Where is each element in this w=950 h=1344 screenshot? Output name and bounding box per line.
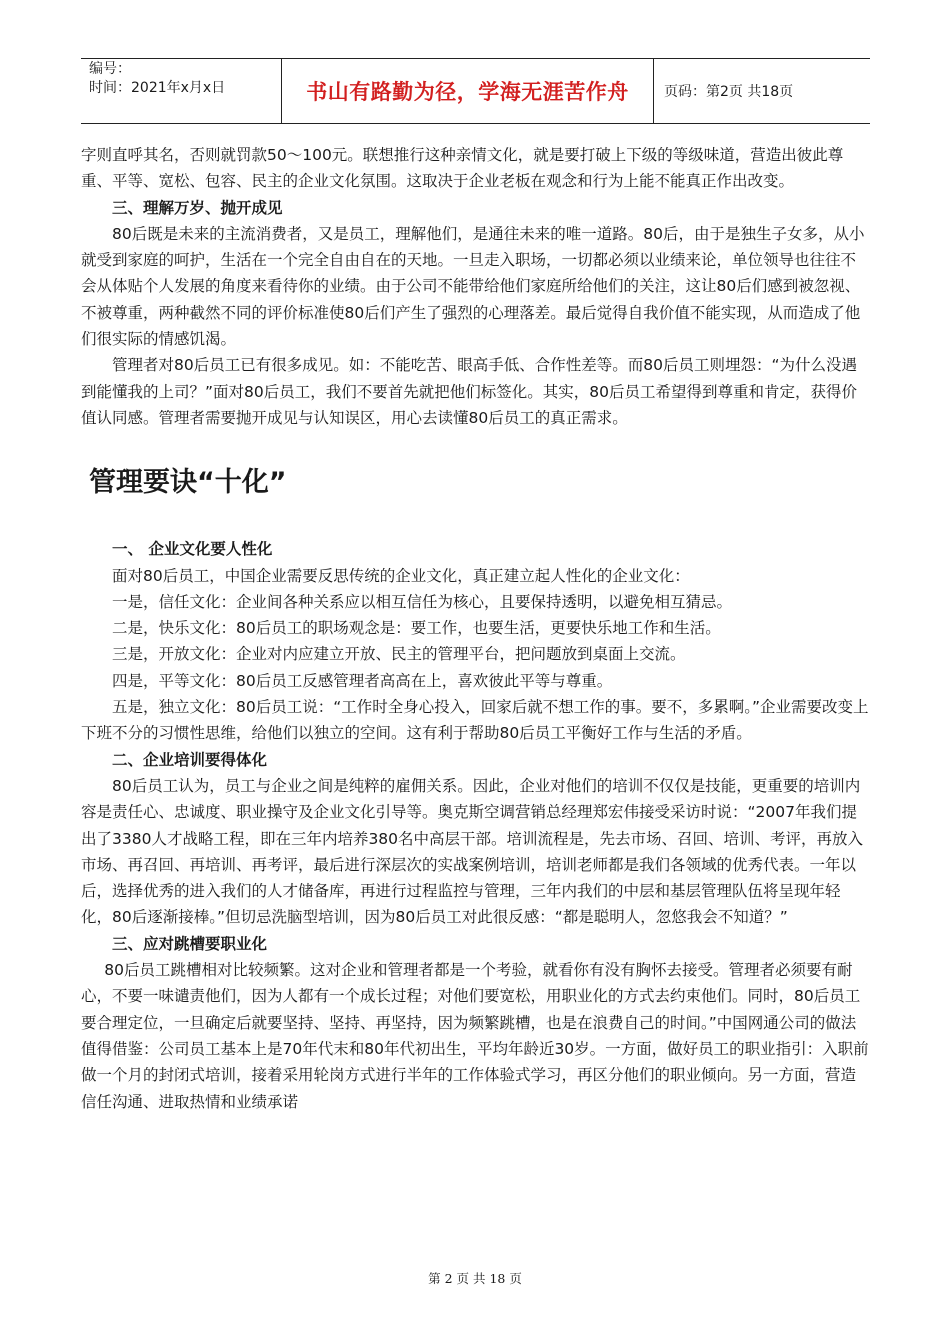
paragraph: 80后员工跳槽相对比较频繁。这对企业和管理者都是一个考验，就看你有没有胸怀去接受。管理者必须要有耐心，不要一味谴责他们，因为人都有一个成长过程；对他们要宽松，用职业化的方式去约束他们。同时，80后员工要合理定位，一旦确定后就要坚持、坚持、再坚持，因为频繁跳槽，也是在浪费自己的时间。”中国网通公司的做法值得借鉴：公司员工基本上是70年代末和80年代初出生，平均年龄近30岁。一方面，做好员工的职业指引：入职前做一个月的封闭式培训，接着采用轮岗方式进行半年的工作体验式学习，再区分他们的职业倾向。另一方面，营造信任沟通、进取热情和业绩承诺 bbox=[81, 961, 869, 1111]
paragraph: 80后既是未来的主流消费者，又是员工，理解他们，是通往未来的唯一道路。80后，由于是独生子女多，从小就受到家庭的呵护，生活在一个完全自由自在的天地。一旦走入职场，一切都必须以业绩来论，单位领导也往往不会从体贴个人发展的角度来看待你的业绩。由于公司不能带给他们家庭所给他们的关注，这让80后们感到被忽视、不被尊重，两种截然不同的评价标准使80后们产生了强烈的心理落差。最后觉得自我价值不能实现，从而造成了他们很实际的情感饥渴。 bbox=[81, 224, 865, 349]
header-meta bbox=[81, 59, 282, 123]
section-heading-job-hopping: 三、应对跳槽要职业化 bbox=[112, 934, 268, 953]
paragraph: 管理者对80后员工已有很多成见。如：不能吃苦、眼高手低、合作性差等。而80后员工则埋怨：“为什么没遇到能懂我的上司？”面对80后员工，我们不要首先就把他们标签化。其实，80后员工希望得到尊重和肯定，获得价值认同感。管理者需要抛开成见与认知误区，用心去读懂80后员工的真正需求。 bbox=[81, 356, 857, 427]
list-item: 四是，平等文化：80后员工反感管理者高高在上，喜欢彼此平等与尊重。 bbox=[112, 671, 613, 690]
document-number-label: 编号： bbox=[89, 61, 131, 77]
list-item: 三是，开放文化：企业对内应建立开放、民主的管理平台，把问题放到桌面上交流。 bbox=[112, 645, 686, 664]
page-header bbox=[81, 58, 870, 124]
document-time-label: 时间：2021年x月x日 bbox=[89, 80, 226, 96]
list-item: 二是，快乐文化：80后员工的职场观念是：要工作，也要生活，更要快乐地工作和生活。 bbox=[112, 619, 721, 638]
document-body bbox=[81, 142, 871, 1115]
paragraph-continuation: 字则直呼其名，否则就罚款50～100元。联想推行这种亲情文化，就是要打破上下级的等级味道，营造出彼此尊重、平等、宽松、包容、民主的企业文化氛围。这取决于企业老板在观念和行为上能不能真正作出改变。 bbox=[81, 146, 844, 191]
list-item: 五是，独立文化：80后员工说：“工作时全身心投入，回家后就不想工作的事。要不，多累啊。”企业需要改变上下班不分的习惯性思维，给他们以独立的空间。这有利于帮助80后员工平衡好工作与生活的矛盾。 bbox=[81, 698, 869, 743]
page-footer: 第 2 页 共 18 页 bbox=[428, 1271, 522, 1286]
header-motto: 书山有路勤为径，学海无涯苦作舟 bbox=[282, 59, 654, 123]
section-heading-culture: 一、 企业文化要人性化 bbox=[112, 540, 273, 559]
list-item: 一是，信任文化：企业间各种关系应以相互信任为核心，且要保持透明，以避免相互猜忌。 bbox=[112, 592, 733, 611]
section-heading-training: 二、企业培训要得体化 bbox=[112, 750, 268, 769]
header-page-code: 页码：第2页 共18页 bbox=[664, 84, 794, 100]
paragraph: 80后员工认为，员工与企业之间是纯粹的雇佣关系。因此，企业对他们的培训不仅仅是技能，更重要的培训内容是责任心、忠诚度、职业操守及企业文化引导等。奥克斯空调营销总经理郑宏伟接受采访时说：“2007年我们提出了3380人才战略工程，即在三年内培养380名中高层干部。培训流程是，先去市场、召回、培训、考评，再放入市场、再召回、再培训、再考评，最后进行深层次的实战案例培训，培训老师都是我们各领域的优秀代表。一年以后，选择优秀的进入我们的人才储备库，再进行过程监控与管理，三年内我们的中层和基层管理队伍将呈现年轻化，80后逐渐接棒。”但切忌洗脑型培训，因为80后员工对此很反感：“都是聪明人，忽悠我会不知道？” bbox=[81, 776, 864, 927]
paragraph: 面对80后员工，中国企业需要反思传统的企业文化，真正建立起人性化的企业文化： bbox=[112, 566, 690, 585]
chapter-title: 管理要诀“十化” bbox=[89, 467, 287, 499]
section-heading-understanding: 三、理解万岁、抛开成见 bbox=[112, 198, 283, 217]
